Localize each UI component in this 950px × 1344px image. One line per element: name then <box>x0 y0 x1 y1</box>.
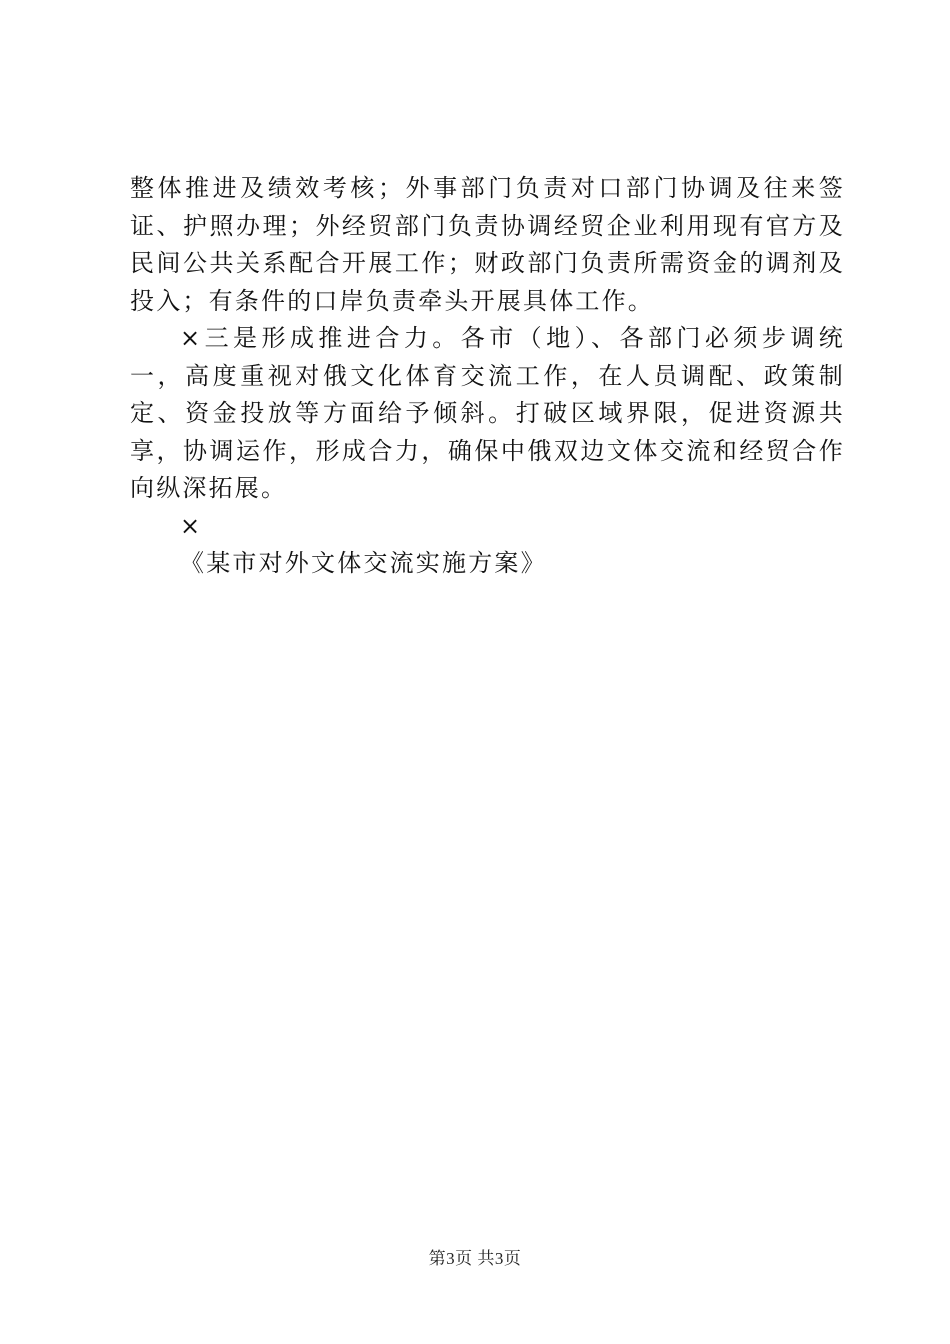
paragraph-continued <box>130 170 845 320</box>
paragraph-text: 《某市对外文体交流实施方案》 <box>180 549 547 577</box>
paragraph-marker-only <box>130 508 845 546</box>
paragraph-text: 整体推进及绩效考核；外事部门负责对口部门协调及往来签证、护照办理；外经贸部门负责协调经贸企业利用现有官方及民间公共关系配合开展工作；财政部门负责所需资金的调剂及投入；有条件的口岸负责牵头开展具体工作。 <box>130 174 845 315</box>
paragraph-text: 三是形成推进合力。各市（地）、各部门必须步调统一，高度重视对俄文化体育交流工作，在人员调配、政策制定、资金投放等方面给予倾斜。打破区域界限，促进资源共享，协调运作，形成合力，确保中俄双边文体交流和经贸合作向纵深拓展。 <box>130 324 845 502</box>
paragraph-forming-synergy <box>130 320 845 508</box>
page-number-footer: 第3页 共3页 <box>428 1249 522 1268</box>
cross-mark-icon: × <box>180 324 203 352</box>
document-title-reference <box>130 545 845 583</box>
document-body <box>130 170 845 583</box>
cross-mark-icon: × <box>180 511 203 540</box>
